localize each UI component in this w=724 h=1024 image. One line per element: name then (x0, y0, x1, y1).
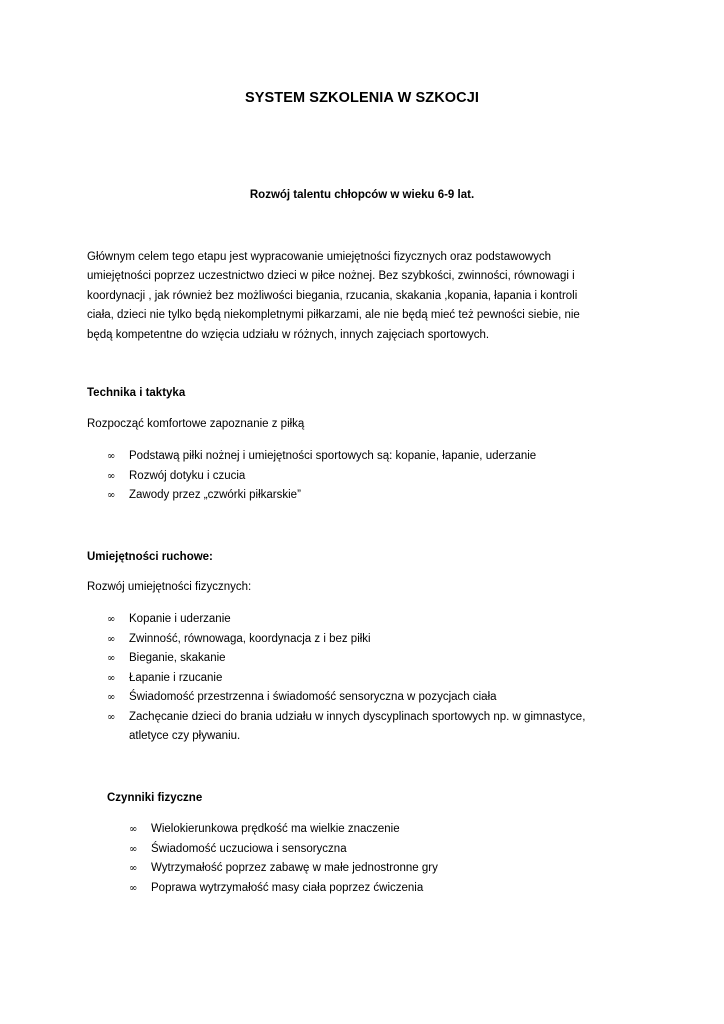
infinity-bullet-icon: ∞ (107, 711, 116, 723)
section-heading-motor: Umiejętności ruchowe: (87, 551, 213, 563)
list-item: ∞ Świadomość przestrzenna i świadomość sensoryczna w pozycjach ciała (107, 688, 667, 708)
list-item: ∞ Wytrzymałość poprzez zabawę w małe jednostronne gry (129, 859, 669, 879)
infinity-bullet-icon: ∞ (107, 470, 116, 482)
section-intro-motor: Rozwój umiejętności fizycznych: (87, 581, 252, 593)
list-item: ∞ Łapanie i rzucanie (107, 669, 667, 689)
intro-line: umiejętności poprzez uczestnictwo dzieci w piłce nożnej. Bez szybkości, zwinności, równowagi i (87, 270, 575, 283)
infinity-bullet-icon: ∞ (129, 863, 138, 874)
infinity-bullet-icon: ∞ (129, 882, 138, 894)
list-item: ∞ Podstawą piłki nożnej i umiejętności sportowych są: kopanie, łapanie, uderzanie (107, 447, 667, 467)
list-item: ∞ Poprawa wytrzymałość masy ciała poprzez ćwiczenia (129, 879, 669, 899)
list-item-continuation: atletyce czy pływaniu. (129, 730, 241, 742)
intro-line: koordynacji , jak również bez możliwości biegania, rzucania, skakania ,kopania, łapania i kontroli (87, 289, 578, 302)
infinity-bullet-icon: ∞ (129, 843, 138, 855)
intro-line: ciała, dzieci nie tylko będą niekompletnymi piłkarzami, ale nie będą mieć też pewności siebie, nie (87, 309, 580, 322)
list-item: ∞ Bieganie, skakanie (107, 649, 667, 669)
list-item: ∞ Zwinność, równowaga, koordynacja z i bez piłki (107, 630, 667, 650)
section-intro-technique: Rozpocząć komfortowe zapoznanie z piłką (87, 418, 305, 430)
section-heading-physical: Czynniki fizyczne (107, 792, 203, 804)
list-item: ∞ Zachęcanie dzieci do brania udziału w innych dyscyplinach sportowych np. w gimnastyce, atletyce czy pływaniu. (107, 708, 667, 747)
infinity-bullet-icon: ∞ (129, 824, 138, 835)
infinity-bullet-icon: ∞ (107, 672, 116, 684)
list-item: ∞ Świadomość uczuciowa i sensoryczna (129, 840, 669, 860)
infinity-bullet-icon: ∞ (107, 692, 116, 703)
intro-paragraph (87, 248, 647, 345)
document-title: SYSTEM SZKOLENIA W SZKOCJI (244, 90, 480, 106)
document-subtitle: Rozwój talentu chłopców w wieku 6-9 lat. (249, 189, 475, 201)
physical-list (129, 820, 669, 898)
list-item: ∞ Zawody przez „czwórki piłkarskie” (107, 486, 667, 506)
infinity-bullet-icon: ∞ (107, 614, 116, 625)
list-item: ∞ Wielokierunkowa prędkość ma wielkie znaczenie (129, 820, 669, 840)
infinity-bullet-icon: ∞ (107, 653, 116, 664)
section-heading-technique: Technika i taktyka (87, 387, 186, 399)
intro-line: Głównym celem tego etapu jest wypracowanie umiejętności fizycznych oraz podstawowych (87, 251, 552, 263)
motor-list (107, 610, 667, 747)
list-item: ∞ Rozwój dotyku i czucia (107, 467, 667, 487)
technique-list (107, 447, 667, 506)
list-item: ∞ Kopanie i uderzanie (107, 610, 667, 630)
infinity-bullet-icon: ∞ (107, 490, 116, 501)
intro-line: będą kompetentne do wzięcia udziału w różnych, innych zajęciach sportowych. (87, 328, 490, 341)
infinity-bullet-icon: ∞ (107, 451, 116, 462)
infinity-bullet-icon: ∞ (107, 633, 116, 645)
